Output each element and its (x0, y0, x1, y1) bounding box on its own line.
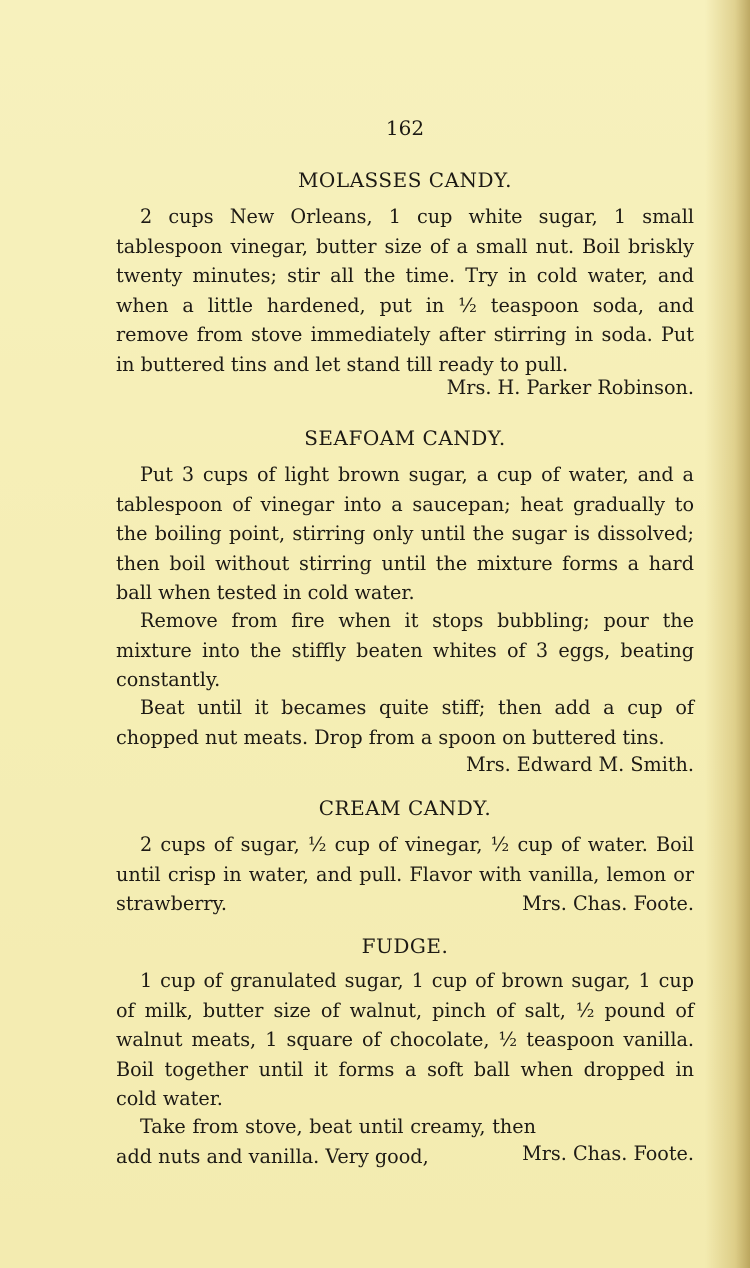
recipe-signature: Mrs. Chas. Foote. (522, 1142, 694, 1165)
recipe-title: MOLASSES CANDY. (297, 168, 513, 192)
recipe-paragraph: 1 cup of granulated sugar, 1 cup of brown sugar, 1 cup of milk, butter size of walnut, pinch of salt, ½ pound of walnut meats, 1 square of chocolate, ½ teaspoon vanilla. Boil together until it forms a soft ball when dropped in cold water. (116, 969, 694, 1110)
recipe-title: CREAM CANDY. (318, 796, 492, 820)
recipe-paragraph: 2 cups New Orleans, 1 cup white sugar, 1 small tablespoon vinegar, butter size of a small nut. Boil briskly twenty minutes; stir all the time. Try in cold water, and when a little hardened, put in ½ teaspoon soda, and remove from stove immediately after stirring in soda. Put in buttered tins and let stand till ready to pull. (116, 205, 694, 376)
recipe-paragraph: Take from stove, beat until creamy, then add nuts and vanilla. Very good, (116, 1115, 536, 1168)
recipe-signature: Mrs. Chas. Foote. (522, 892, 694, 915)
recipe-paragraph: 2 cups of sugar, ½ cup of vinegar, ½ cup of water. Boil until crisp in water, and pull. Flavor with vanilla, lemon or strawberry. (116, 833, 694, 915)
recipe-signature: Mrs. H. Parker Robinson. (446, 376, 694, 399)
recipe-title: SEAFOAM CANDY. (304, 426, 506, 450)
page-number: 162 (385, 116, 425, 140)
recipe-paragraph: Remove from fire when it stops bubbling; pour the mixture into the stiffly beaten whites of 3 eggs, beating constantly. (116, 609, 694, 691)
recipe-paragraph: Put 3 cups of light brown sugar, a cup of water, and a tablespoon of vinegar into a saucepan; heat gradually to the boiling point, stirring only until the sugar is dissolved; then boil without stirring until the mixture forms a hard ball when tested in cold water. (116, 463, 694, 604)
recipe-title: FUDGE. (361, 934, 449, 958)
recipe-signature: Mrs. Edward M. Smith. (465, 753, 694, 776)
recipe-paragraph: Beat until it becames quite stiff; then add a cup of chopped nut meats. Drop from a spoon on buttered tins. (116, 696, 694, 749)
